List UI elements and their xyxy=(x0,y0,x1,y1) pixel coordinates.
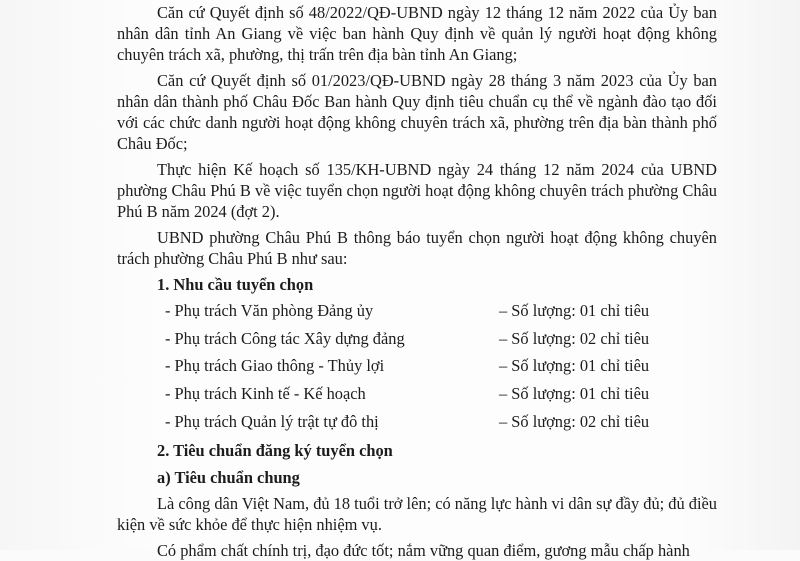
position-quantity: – Số lượng: 02 chỉ tiêu xyxy=(499,412,650,431)
position-title: - Phụ trách Quản lý trật tự đô thị xyxy=(165,412,379,431)
position-quantity: – Số lượng: 01 chỉ tiêu xyxy=(499,384,650,403)
paragraph-legal-basis-1: Căn cứ Quyết định số 48/2022/QĐ-UBND ngày 12 tháng 12 năm 2022 của Ủy ban nhân dân tỉnh An Giang về việc ban hành Quy định về quản lý người hoạt động không chuyên trách xã, phường, thị trấn trên địa bàn tỉnh An Giang; xyxy=(117,3,717,64)
position-quantity: – Số lượng: 01 chỉ tiêu xyxy=(499,301,650,320)
paragraph-legal-basis-2: Căn cứ Quyết định số 01/2023/QĐ-UBND ngày 28 tháng 3 năm 2023 của Ủy ban nhân dân thành phố Châu Đốc Ban hành Quy định tiêu chuẩn cụ thể về ngành đào tạo đối với các chức danh người hoạt động không chuyên trách xã, phường trên địa bàn thành phố Châu Đốc; xyxy=(117,71,717,153)
position-quantity: – Số lượng: 01 chỉ tiêu xyxy=(499,356,650,375)
position-title: - Phụ trách Kinh tế - Kế hoạch xyxy=(165,384,366,403)
position-title: - Phụ trách Giao thông - Thủy lợi xyxy=(165,356,385,375)
position-quantity: – Số lượng: 02 chỉ tiêu xyxy=(499,329,650,348)
section-heading-criteria: 2. Tiêu chuẩn đăng ký tuyển chọn xyxy=(157,441,393,460)
paragraph-political-criteria: Có phẩm chất chính trị, đạo đức tốt; nắm vững quan điểm, gương mẫu chấp hành xyxy=(157,541,690,560)
subsection-heading-general: a) Tiêu chuẩn chung xyxy=(157,468,300,487)
position-title: - Phụ trách Công tác Xây dựng đảng xyxy=(165,329,405,348)
section-heading-needs: 1. Nhu cầu tuyển chọn xyxy=(157,275,314,294)
paragraph-general-criteria: Là công dân Việt Nam, đủ 18 tuổi trở lên; có năng lực hành vi dân sự đầy đủ; đủ điều kiện về sức khỏe để thực hiện nhiệm vụ. xyxy=(117,494,718,534)
paragraph-plan-reference: Thực hiện Kế hoạch số 135/KH-UBND ngày 24 tháng 12 năm 2024 của UBND phường Châu Phú B về việc tuyển chọn người hoạt động không chuyên trách phường Châu Phú B năm 2024 (đợt 2). xyxy=(117,160,717,221)
paragraph-announcement: UBND phường Châu Phú B thông báo tuyển chọn người hoạt động không chuyên trách phường Châu Phú B như sau: xyxy=(117,228,717,268)
position-title: - Phụ trách Văn phòng Đảng ủy xyxy=(165,301,374,320)
